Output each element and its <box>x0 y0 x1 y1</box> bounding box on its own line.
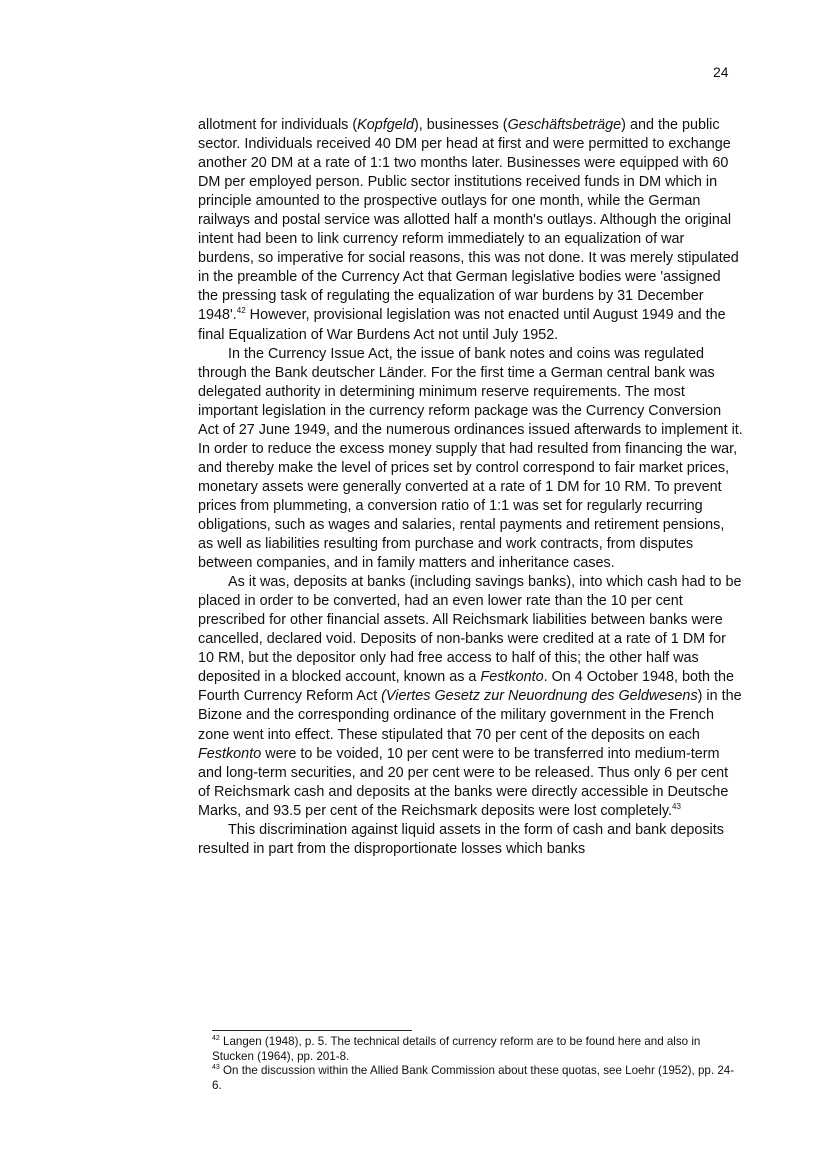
footnote-marker: 43 <box>672 801 681 811</box>
paragraph-text: ) in the Bizone and the corresponding ordinance of the military government in the French zone went into effect. These stipulated that 70 per cent of the deposits on each <box>198 688 742 743</box>
footnote-text: Langen (1948), p. 5. The technical details of currency reform are to be found here and also in Stucken (1964), pp. 201-8. <box>212 1035 701 1063</box>
body-text <box>198 116 743 859</box>
footnote-number: 42 <box>212 1035 220 1042</box>
footnotes <box>212 1035 742 1093</box>
italic-term: Geschäftsbeträge <box>507 117 622 133</box>
paragraph-text: were to be voided, 10 per cent were to be transferred into medium-term and long-term securities, and 20 per cent were to be released. Thus only 6 per cent of Reichsmark cash and deposits at the banks were directly accessible in Deutsche Marks, and 93.5 per cent of the Reichsmark deposits were lost completely. <box>198 745 729 819</box>
paragraph-text: . On 4 October 1948, both the Fourth Currency Reform Act <box>198 669 735 705</box>
footnote-separator <box>212 1030 412 1031</box>
footnote-number: 43 <box>212 1064 220 1072</box>
paragraph: In the Currency Issue Act, the issue of bank notes and coins was regulated through the Bank deutscher Länder. For the first time a German central bank was delegated authority in determining minimum reserve requirements. The most important legislation in the currency reform package was the Currency Conversion Act of 27 June 1949, and the numerous ordinances issued afterwards to implement it. In order to reduce the excess money supply that had resulted from financing the war, and thereby make the level of prices set by control correspond to fair market prices, monetary assets were generally converted at a rate of 1 DM for 10 RM. To prevent prices from plummeting, a conversion ratio of 1:1 was set for regularly recurring obligations, such as wages and salaries, rental payments and retirement pensions, as well as liabilities resulting from purchase and work contracts, from disputes between companies, and in family matters and inheritance cases. <box>198 345 743 572</box>
footnote-text: On the discussion within the Allied Bank Commission about these quotas, see Loehr (1952), pp. 24-6. <box>212 1064 735 1092</box>
page-number: 24 <box>713 64 729 80</box>
italic-term: Festkonto <box>480 669 544 686</box>
paragraph-text: allotment for individuals ( <box>198 117 358 133</box>
paragraph <box>198 573 743 821</box>
paragraph-text: As it was, deposits at banks (including savings banks), into which cash had to be placed in order to be converted, had an even lower rate than the 10 per cent prescribed for other financial assets. All Reichsmark liabilities between banks were cancelled, declared void. Deposits of non-banks were credited at a rate of 1 DM for 10 RM, but the depositor only had free access to half of this; the other half was deposited in a blocked account, known as a <box>198 574 742 686</box>
footnote <box>212 1035 742 1064</box>
paragraph: This discrimination against liquid assets in the form of cash and bank deposits resulted in part from the disproportionate losses which banks <box>198 821 724 857</box>
paragraph-text: ) and the public sector. Individuals received 40 DM per head at first and were permitted to exchange another 20 DM at a rate of 1:1 two months later. Businesses were equipped with 60 DM per employed person. Public sector institutions received funds in DM which in principle amounted to the prospective outlays for one month, while the German railways and postal service was allotted half a month's outlays. Although the original intent had been to link currency reform immediately to an equalization of war burdens, so imperative for social reasons, this was not done. It was merely stipulated in the preamble of the Currency Act that German legislative bodies were 'assigned the pressing task of regulating the equalization of war burdens by 31 December 1948'. <box>198 117 739 324</box>
footnote <box>212 1064 742 1093</box>
italic-term: Festkonto <box>198 745 262 762</box>
paragraph <box>198 116 743 345</box>
italic-term: (Viertes Gesetz zur Neuordnung des Geldwesens <box>381 688 698 705</box>
italic-term: Kopfgeld <box>357 117 414 133</box>
footnote-marker: 42 <box>236 306 246 316</box>
paragraph-text: ), businesses ( <box>413 117 508 133</box>
paragraph-text: However, provisional legislation was not enacted until August 1949 and the final Equalization of War Burdens Act not until July 1952. <box>198 307 726 343</box>
